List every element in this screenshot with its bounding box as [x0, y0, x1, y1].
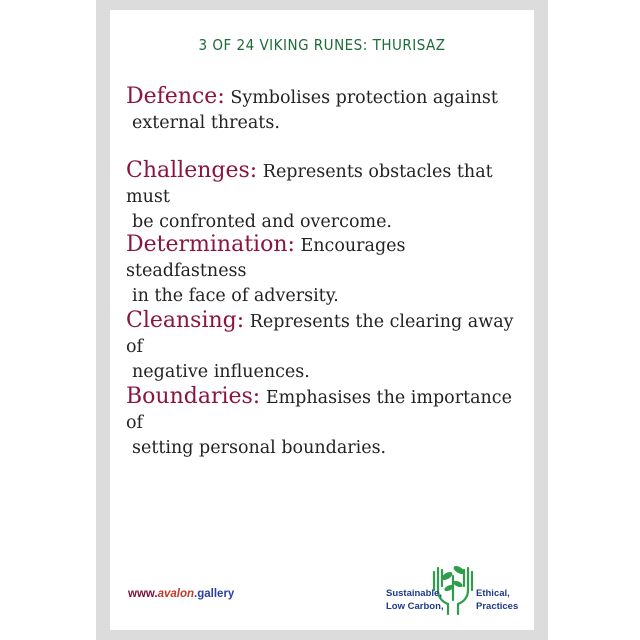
rune-card — [110, 10, 534, 630]
card-title: 3 OF 24 VIKING RUNES: THURISAZ — [198, 36, 446, 54]
item-desc-line1: Represents obstacles that must — [126, 162, 493, 207]
item-term: Determination: — [126, 232, 295, 257]
rune-item-determination — [126, 232, 516, 309]
item-desc-line2: setting personal boundaries. — [132, 438, 387, 458]
item-term: Defence: — [126, 84, 225, 109]
eco-text-right-2: Practices — [476, 601, 519, 612]
item-term: Boundaries: — [126, 384, 261, 409]
item-desc-line1: Symbolises protection against — [230, 88, 498, 108]
eco-text-right-1: Ethical, — [476, 588, 510, 599]
eco-text-left-1: Sustainable, — [386, 588, 442, 599]
item-desc-line2: negative influences. — [132, 362, 310, 382]
item-term: Challenges: — [126, 158, 258, 183]
eco-text-left-2: Low Carbon, — [386, 601, 444, 612]
rune-item-boundaries — [126, 384, 516, 461]
eco-badge — [386, 556, 526, 616]
item-desc-line1: Encourages steadfastness — [126, 236, 406, 281]
item-desc-line2: external threats. — [132, 113, 280, 133]
rune-item-cleansing — [126, 308, 516, 385]
site-tld: .gallery — [194, 588, 235, 600]
rune-item-defence — [126, 84, 516, 136]
item-desc-line2: be confronted and overcome. — [132, 212, 392, 232]
item-desc-line1: Emphasises the importance of — [126, 388, 512, 433]
item-desc-line1: Represents the clearing away of — [126, 312, 514, 357]
site-brand: avalon — [157, 588, 195, 600]
website-link[interactable] — [128, 588, 234, 600]
item-term: Cleansing: — [126, 308, 245, 333]
item-desc-line2: in the face of adversity. — [132, 286, 339, 306]
site-prefix: www. — [128, 588, 158, 600]
rune-item-challenges — [126, 158, 516, 235]
